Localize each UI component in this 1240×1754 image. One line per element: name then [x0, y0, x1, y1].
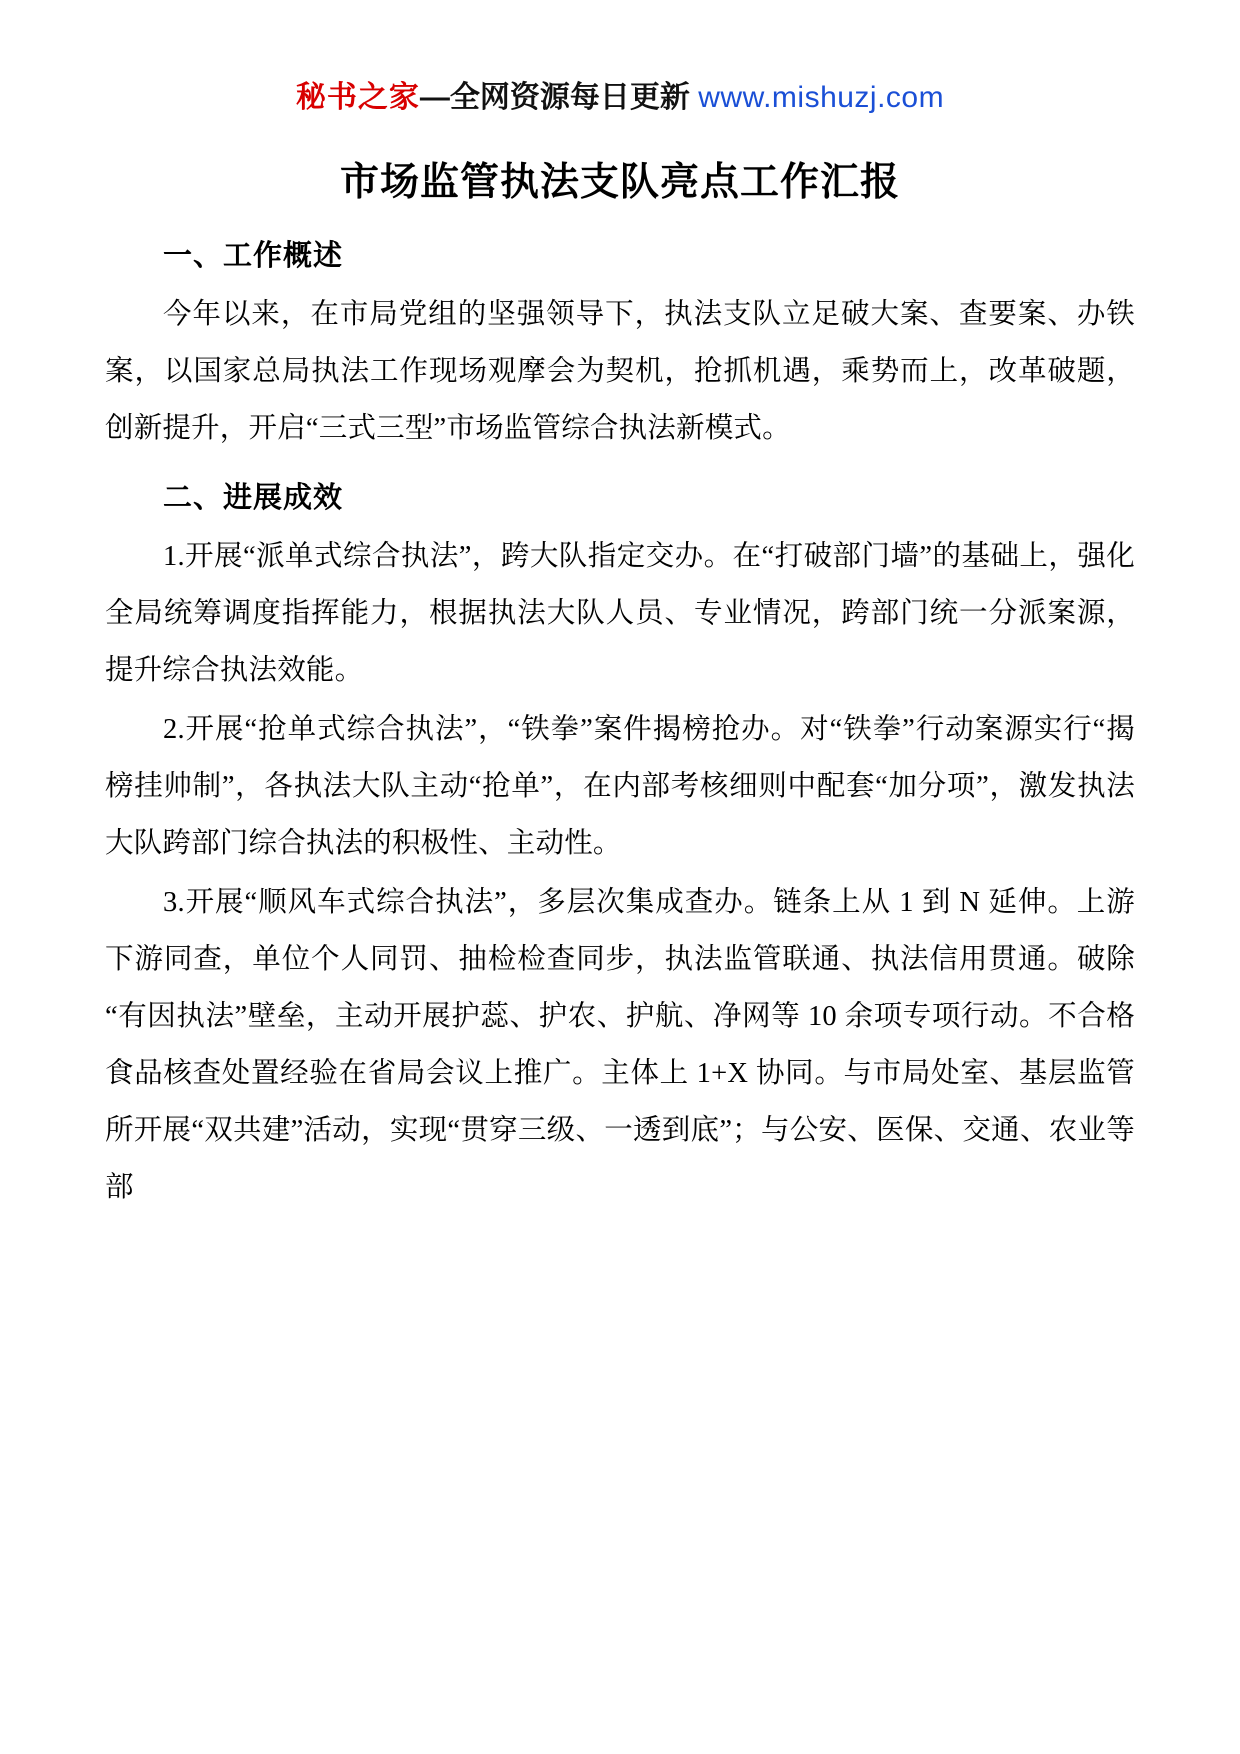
watermark-site-url[interactable]: www.mishuzj.com: [698, 81, 945, 114]
watermark-brand: 秘书之家: [295, 81, 420, 114]
paragraph-overview: 今年以来，在市局党组的坚强领导下，执法支队立足破大案、查要案、办铁案，以国家总局执法工作现场观摩会为契机，抢抓机遇，乘势而上，改革破题，创新提升，开启“三式三型”市场监管综合执法新模式。: [105, 299, 1135, 444]
site-watermark: [105, 78, 1135, 117]
watermark-tagline: —全网资源每日更新: [419, 81, 690, 114]
paragraph-item-3: 3.开展“顺风车式综合执法”，多层次集成查办。链条上从 1 到 N 延伸。上游下游同查，单位个人同罚、抽检检查同步，执法监管联通、执法信用贯通。破除“有因执法”壁垒，主动开展护蕊、护农、护航、净网等 10 余项专项行动。不合格食品核查处置经验在省局会议上推广。主体上 1+X 协同。与市局处室、基层监管所开展“双共建”活动，实现“贯穿三级、一透到底”；与公安、医保、交通、农业等部: [105, 887, 1135, 1203]
page-title: 市场监管执法支队亮点工作汇报: [339, 160, 900, 205]
paragraph-item-2: 2.开展“抢单式综合执法”，“铁拳”案件揭榜抢办。对“铁拳”行动案源实行“揭榜挂帅制”，各执法大队主动“抢单”，在内部考核细则中配套“加分项”，激发执法大队跨部门综合执法的积极性、主动性。: [105, 714, 1135, 859]
paragraph-item-1: 1.开展“派单式综合执法”，跨大队指定交办。在“打破部门墙”的基础上，强化全局统筹调度指挥能力，根据执法大队人员、专业情况，跨部门统一分派案源，提升综合执法效能。: [105, 541, 1135, 686]
section-heading-overview: 一、工作概述: [163, 238, 344, 272]
section-heading-progress: 二、进展成效: [163, 480, 344, 514]
